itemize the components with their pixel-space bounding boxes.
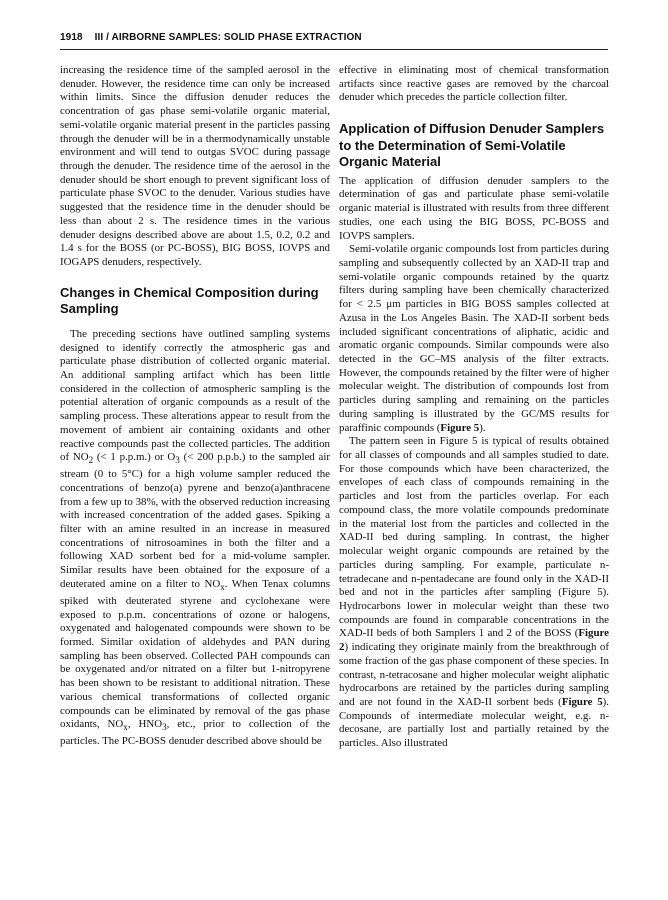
figure-reference: Figure 2 bbox=[339, 627, 609, 654]
section-heading-denuder-application: Application of Diffusion Denuder Samplers to the Determination of Semi-Volatile Organic Material bbox=[339, 121, 605, 170]
figure-reference: Figure 5 bbox=[440, 421, 480, 434]
left-paragraph-1: increasing the residence time of the sampled aerosol in the denuder. However, the residence time can only be increased within limits. Since the diffusion denuder reduces the concentration of gas phase semi-volatile organic material, semi-volatile organic material present in the particles passing through the denuder will be in a thermodynamically unstable environment and will tend to outgas SVOC during passage through the denuder. The residence time of the aerosol in the denuder should be short enough to prevent significant loss of particulate phase SVOC to the denuder. Various studies have suggested that the residence time in the denuder should be less than about 2 s. The residence times in the various denuder designs described above are about 1.5, 0.2, 0.2 and 1.4 s for the BOSS (or PC-BOSS), BIG BOSS, IOVPS and IOGAPS denuders, respectively. bbox=[60, 64, 330, 269]
running-header bbox=[60, 32, 608, 48]
right-paragraph-3: Semi-volatile organic compounds lost from particles during sampling and subsequently collected by an XAD-II trap and semi-volatile organic compounds retained by the quartz filters during sampling have been chemically characterized for < 2.5 μm particles in BIG BOSS samples collected at Azusa in the Los Angeles Basin. The XAD-II sorbent beds included significant concentrations of aliphatic, acidic and aromatic organic compounds. Similar compounds were also detected in the GC–MS analysis of the filter extracts. However, the compounds retained by the filter were of higher molecular weight. The distribution of compounds lost from particles during sampling and remaining on the particles during sampling is illustrated by the GC/MS results for paraffinic compounds (Figure 5). bbox=[339, 243, 609, 434]
right-paragraph-4: The pattern seen in Figure 5 is typical of results obtained for all classes of compounds and all samples studied to date. For those compounds which have been characterized, the envelopes of each class of compounds remaining in the particles and lost from the particles overlap. For each compound class, the more volatile compounds predominate in the material lost from the particles and collected in the XAD-II bed during sampling. In contrast, the higher molecular weight organic compounds are retained by the particles during sampling. For example, particulate n-tetradecane and n-pentadecane are found only in the XAD-II bed and not in the particles after sampling (Figure 5). Hydrocarbons lower in molecular weight than these two compounds are found in comparable concentrations in the XAD-II beds of both Samplers 1 and 2 of the BOSS (Figure 2) indicating they originate mainly from the breakthrough of some fraction of the gas phase component of these species. In contrast, n-tetracosane and higher molecular weight aliphatic hydrocarbons are retained by the particles during sampling and are not found in the XAD-II sorbent beds (Figure 5). Compounds of intermediate molecular weight, e.g. n-decosane, are partially lost and partially retained by the particles. Also illustrated bbox=[339, 435, 609, 750]
right-column bbox=[339, 64, 609, 751]
figure-reference: Figure 5 bbox=[561, 695, 603, 708]
left-paragraph-2: The preceding sections have outlined sampling systems designed to identify correctly the atmospheric gas and particulate phase distribution of collected organic material. An additional sampling artifact which has been little considered in the collection of atmospheric sampling is the potential alteration of organic compounds as a result of the sampling process. These alterations appear to result from the movement of ambient air containing oxidants and other reactive compounds past the collected particles. The addition of $NO_2$ (< 1 p.p.m.) or $O_3$ (< 200 p.p.b.) to the sampled air stream (0 to 5°C) for a high volume sampler reduced the concentrations of benzo(a) pyrene and benzo(a)anthracene from a few up to 38%, with the observed reduction increasing with increased concentration of the added gases. Spiking a filter with an amine resulted in an increase in measured concentrations of nitrosoamines in both the filter and a following XAD sorbent bed for a mid-volume sampler. Similar results have been obtained for the exposure of a deuterated amine on a filter to $NO_x$. When Tenax columns spiked with deuterated styrene and cyclohexane were exposed to p.p.m. concentrations of ozone or halogens, oxygenated and halogenated compounds were shown to be formed. Similar oxidation of aldehydes and PAN during sampling has been observed. Collected PAH compounds can be oxygenated and/or nitrated on a filter but 1-nitropyrene has been shown to be resistant to additional nitration. These various chemical transformations of collected organic compounds can be eliminated by removal of the gas phase oxidants, $NO_x$, $HNO_3$, etc., prior to collection of the particles. The PC-BOSS denuder described above should be bbox=[60, 327, 330, 748]
running-title: III / AIRBORNE SAMPLES: SOLID PHASE EXTRACTION bbox=[94, 32, 362, 43]
right-paragraph-2: The application of diffusion denuder samplers to the determination of gas and particulate phase semi-volatile organic material is illustrated with results from three different studies, one each using the BIG BOSS, PC-BOSS and IOVPS samplers. bbox=[339, 174, 609, 242]
right-paragraph-1: effective in eliminating most of chemical transformation artifacts since reactive gases are removed by the charcoal denuder which precedes the particle collection filter. bbox=[339, 64, 609, 104]
page-number: 1918 bbox=[60, 32, 83, 43]
section-heading-chemical-changes: Changes in Chemical Composition during Sampling bbox=[60, 284, 319, 317]
header-rule bbox=[60, 49, 608, 50]
left-column bbox=[60, 64, 330, 749]
